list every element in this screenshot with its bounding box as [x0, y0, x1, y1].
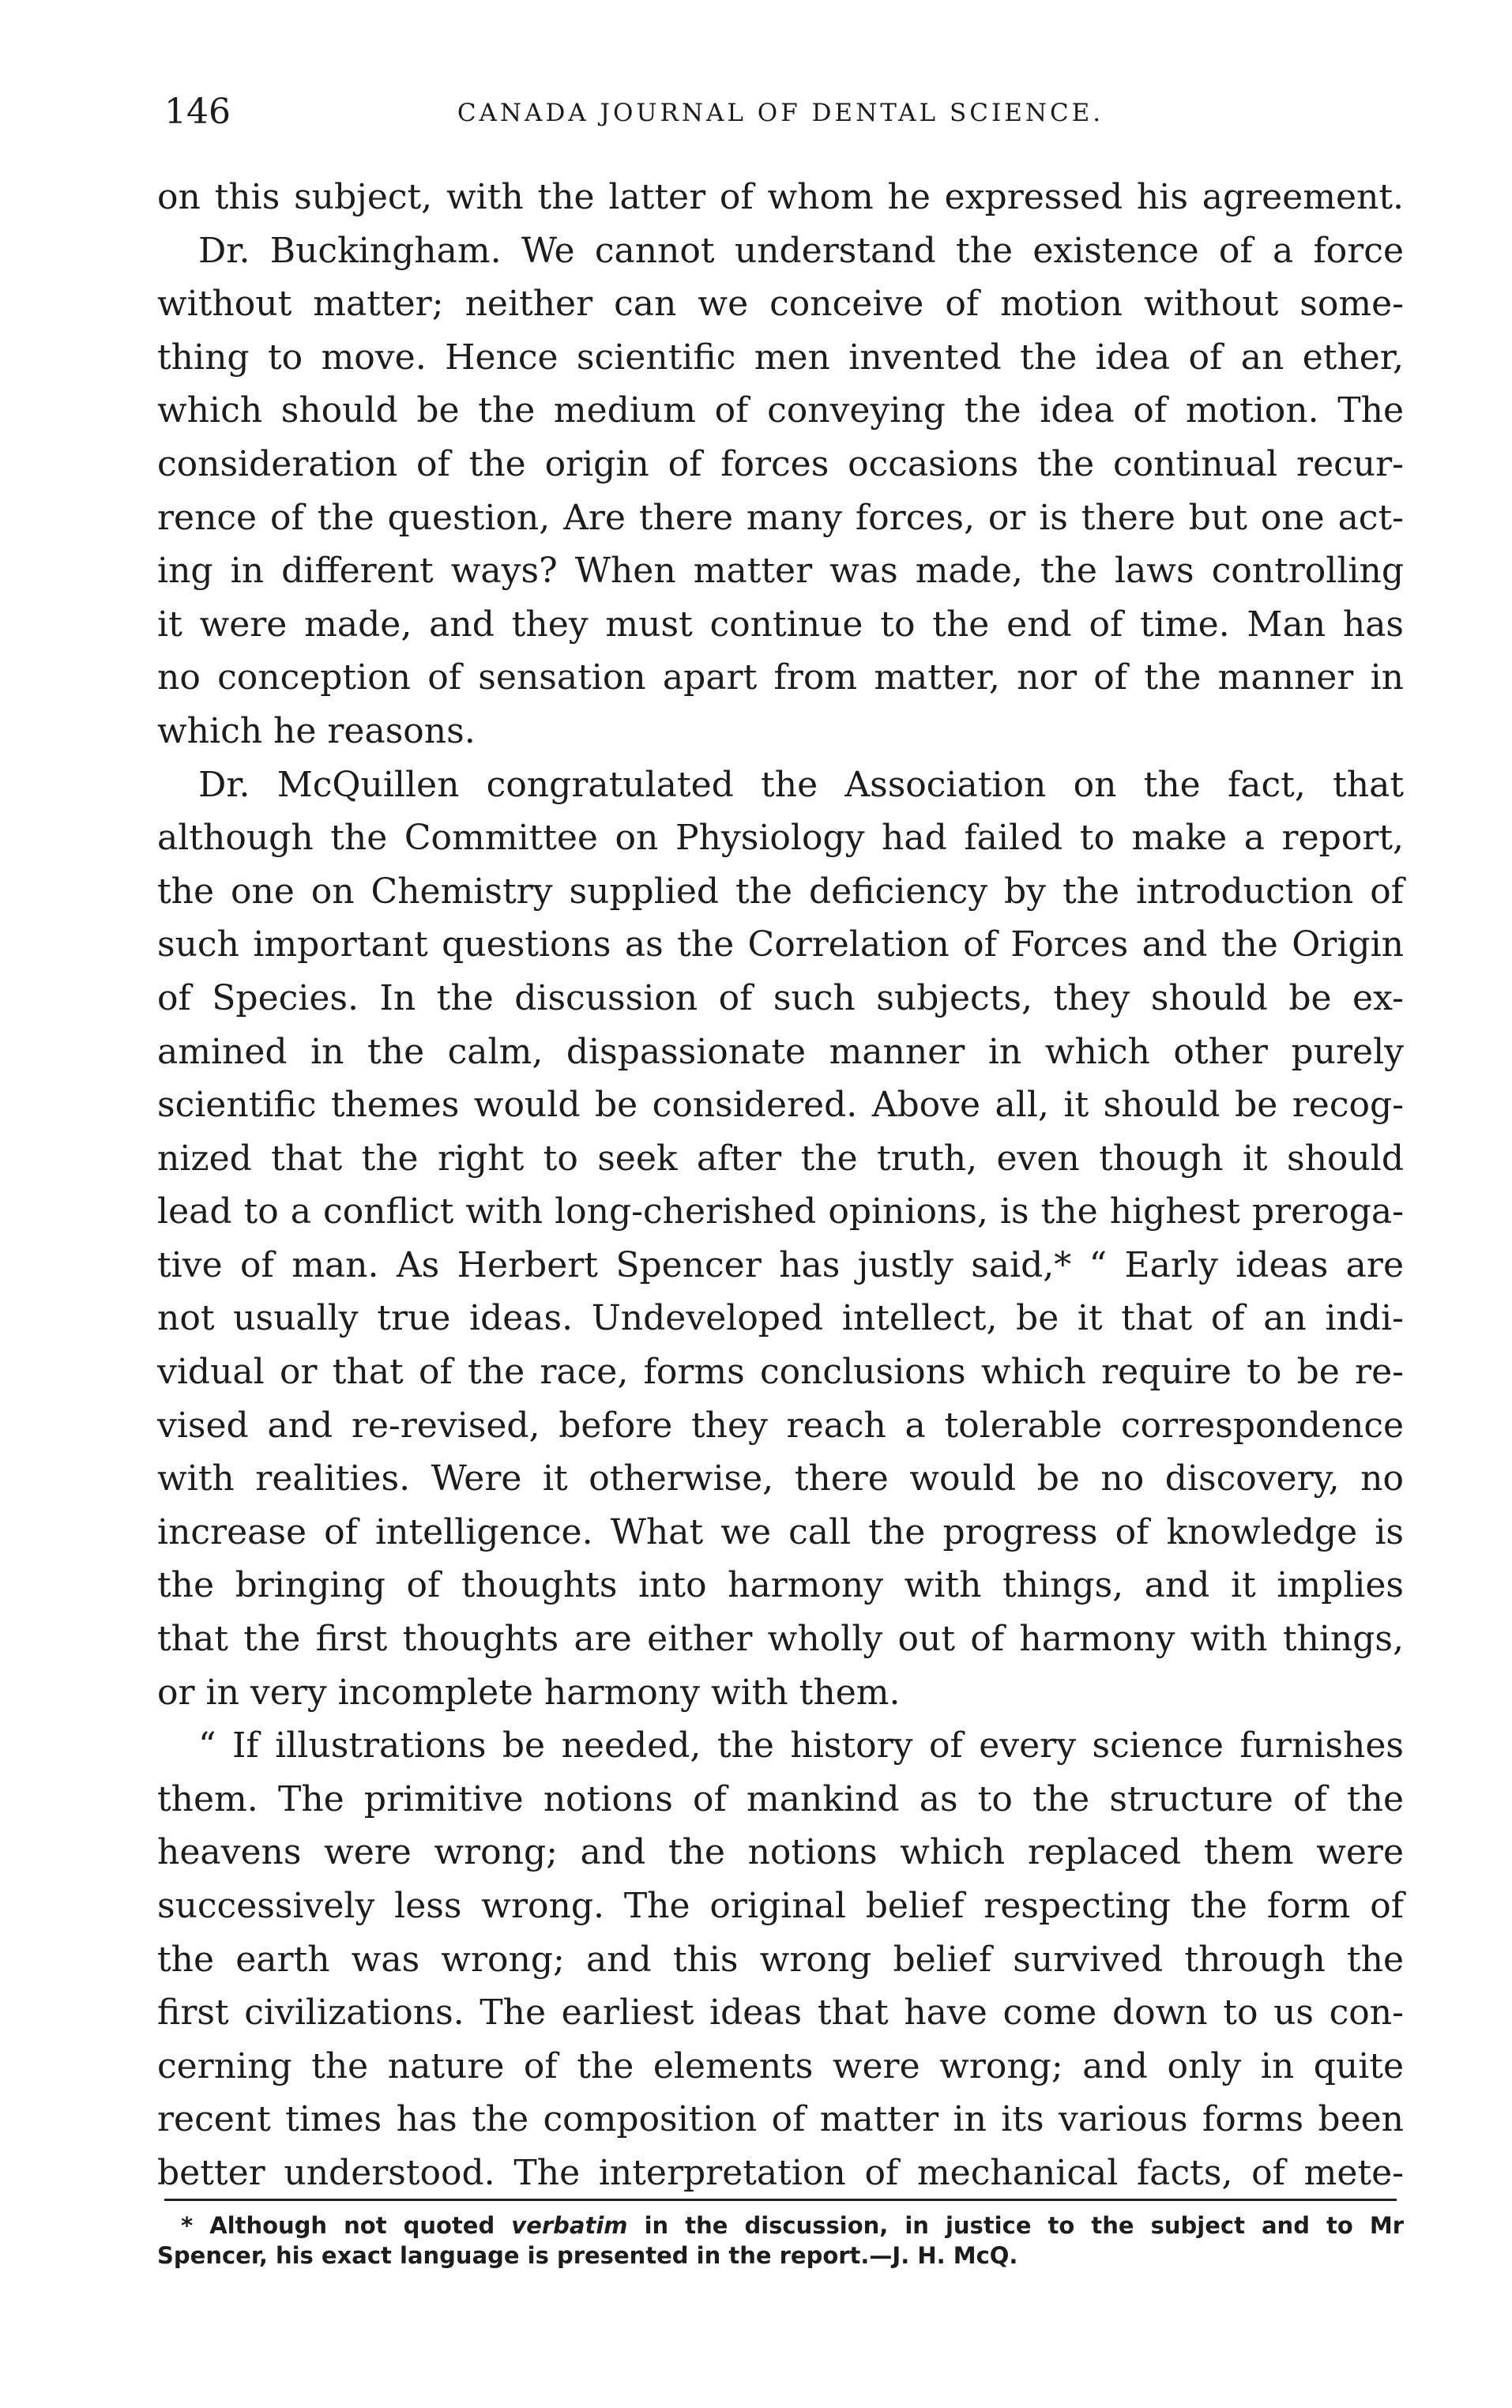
- paragraph-start-line: Dr. Buckingham. We cannot understand the existence of a force: [198, 230, 1404, 271]
- text-line: rence of the question, Are there many forces, or is there but one act-: [157, 497, 1404, 538]
- text-line: ing in different ways? When matter was made, the laws controlling: [157, 551, 1404, 592]
- text-line: such important questions as the Correlation of Forces and the Origin: [157, 924, 1404, 965]
- text-line: lead to a conflict with long-cherished opinions, is the highest preroga-: [157, 1191, 1404, 1232]
- footnote-text-start: * Although not quoted: [181, 2212, 512, 2239]
- text-line: without matter; neither can we conceive of motion without some-: [157, 284, 1404, 325]
- paragraph-end-line: which he reasons.: [157, 710, 476, 751]
- text-line: with realities. Were it otherwise, there would be no discovery, no: [157, 1458, 1404, 1499]
- text-line: although the Committee on Physiology had failed to make a report,: [157, 818, 1404, 859]
- page-header: [164, 88, 1397, 136]
- text-line: which should be the medium of conveying the idea of motion. The: [157, 390, 1404, 431]
- article-body: [157, 171, 1404, 2200]
- text-line: vidual or that of the race, forms conclusions which require to be re-: [157, 1352, 1404, 1393]
- text-line: no conception of sensation apart from matter, nor of the manner in: [157, 657, 1404, 698]
- footnote-text-end: in the discussion, in justice to the subject and to Mr: [627, 2212, 1404, 2239]
- text-line: cerning the nature of the elements were wrong; and only in quite: [157, 2045, 1404, 2086]
- text-line: consideration of the origin of forces occasions the continual recur-: [157, 443, 1404, 484]
- text-line: tive of man. As Herbert Spencer has justly said,* “ Early ideas are: [157, 1244, 1404, 1285]
- paragraph-start-line: “ If illustrations be needed, the history of every science furnishes: [198, 1725, 1404, 1766]
- text-line: the earth was wrong; and this wrong belief survived through the: [157, 1939, 1404, 1980]
- paragraph-end-line: or in very incomplete harmony with them.: [157, 1672, 901, 1713]
- paragraph-start-line: Dr. McQuillen congratulated the Association on the fact, that: [198, 764, 1404, 805]
- text-line: not usually true ideas. Undeveloped intellect, be it that of an indi-: [157, 1298, 1404, 1339]
- text-line: first civilizations. The earliest ideas that have come down to us con-: [157, 1992, 1404, 2034]
- text-line: amined in the calm, dispassionate manner in which other purely: [157, 1031, 1404, 1072]
- text-line: recent times has the composition of matter in its various forms been: [157, 2099, 1404, 2140]
- text-line: them. The primitive notions of mankind as to the structure of the: [157, 1778, 1404, 1819]
- text-line: of Species. In the discussion of such subjects, they should be ex-: [157, 977, 1404, 1018]
- text-line: it were made, and they must continue to the end of time. Man has: [157, 604, 1404, 645]
- page-number: 146: [164, 92, 231, 132]
- running-title: CANADA JOURNAL OF DENTAL SCIENCE.: [457, 99, 1104, 127]
- text-line: successively less wrong. The original belief respecting the form of: [157, 1886, 1404, 1926]
- text-line: the one on Chemistry supplied the deficiency by the introduction of: [157, 871, 1404, 912]
- text-line: better understood. The interpretation of mechanical facts, of mete-: [157, 2152, 1404, 2193]
- text-line: on this subject, with the latter of whom he expressed his agreement.: [157, 177, 1404, 217]
- footnote: [157, 2210, 1404, 2271]
- footnote-line: [157, 2210, 1404, 2241]
- text-line: the bringing of thoughts into harmony with things, and it implies: [157, 1565, 1404, 1606]
- text-line: increase of intelligence. What we call the progress of knowledge is: [157, 1511, 1404, 1552]
- footnote-italic-word: verbatim: [511, 2212, 628, 2239]
- text-line: heavens were wrong; and the notions which replaced them were: [157, 1832, 1404, 1873]
- text-line: vised and re-revised, before they reach a tolerable correspondence: [157, 1405, 1404, 1446]
- footnote-line: Spencer, his exact language is presented in the report.—J. H. McQ.: [157, 2242, 1018, 2269]
- text-line: thing to move. Hence scientific men invented the idea of an ether,: [157, 337, 1404, 378]
- text-line: nized that the right to seek after the truth, even though it should: [157, 1138, 1404, 1179]
- text-line: that the first thoughts are either wholly out of harmony with things,: [157, 1619, 1404, 1660]
- footnote-divider: [164, 2199, 1397, 2201]
- text-line: scientific themes would be considered. Above all, it should be recog-: [157, 1085, 1404, 1126]
